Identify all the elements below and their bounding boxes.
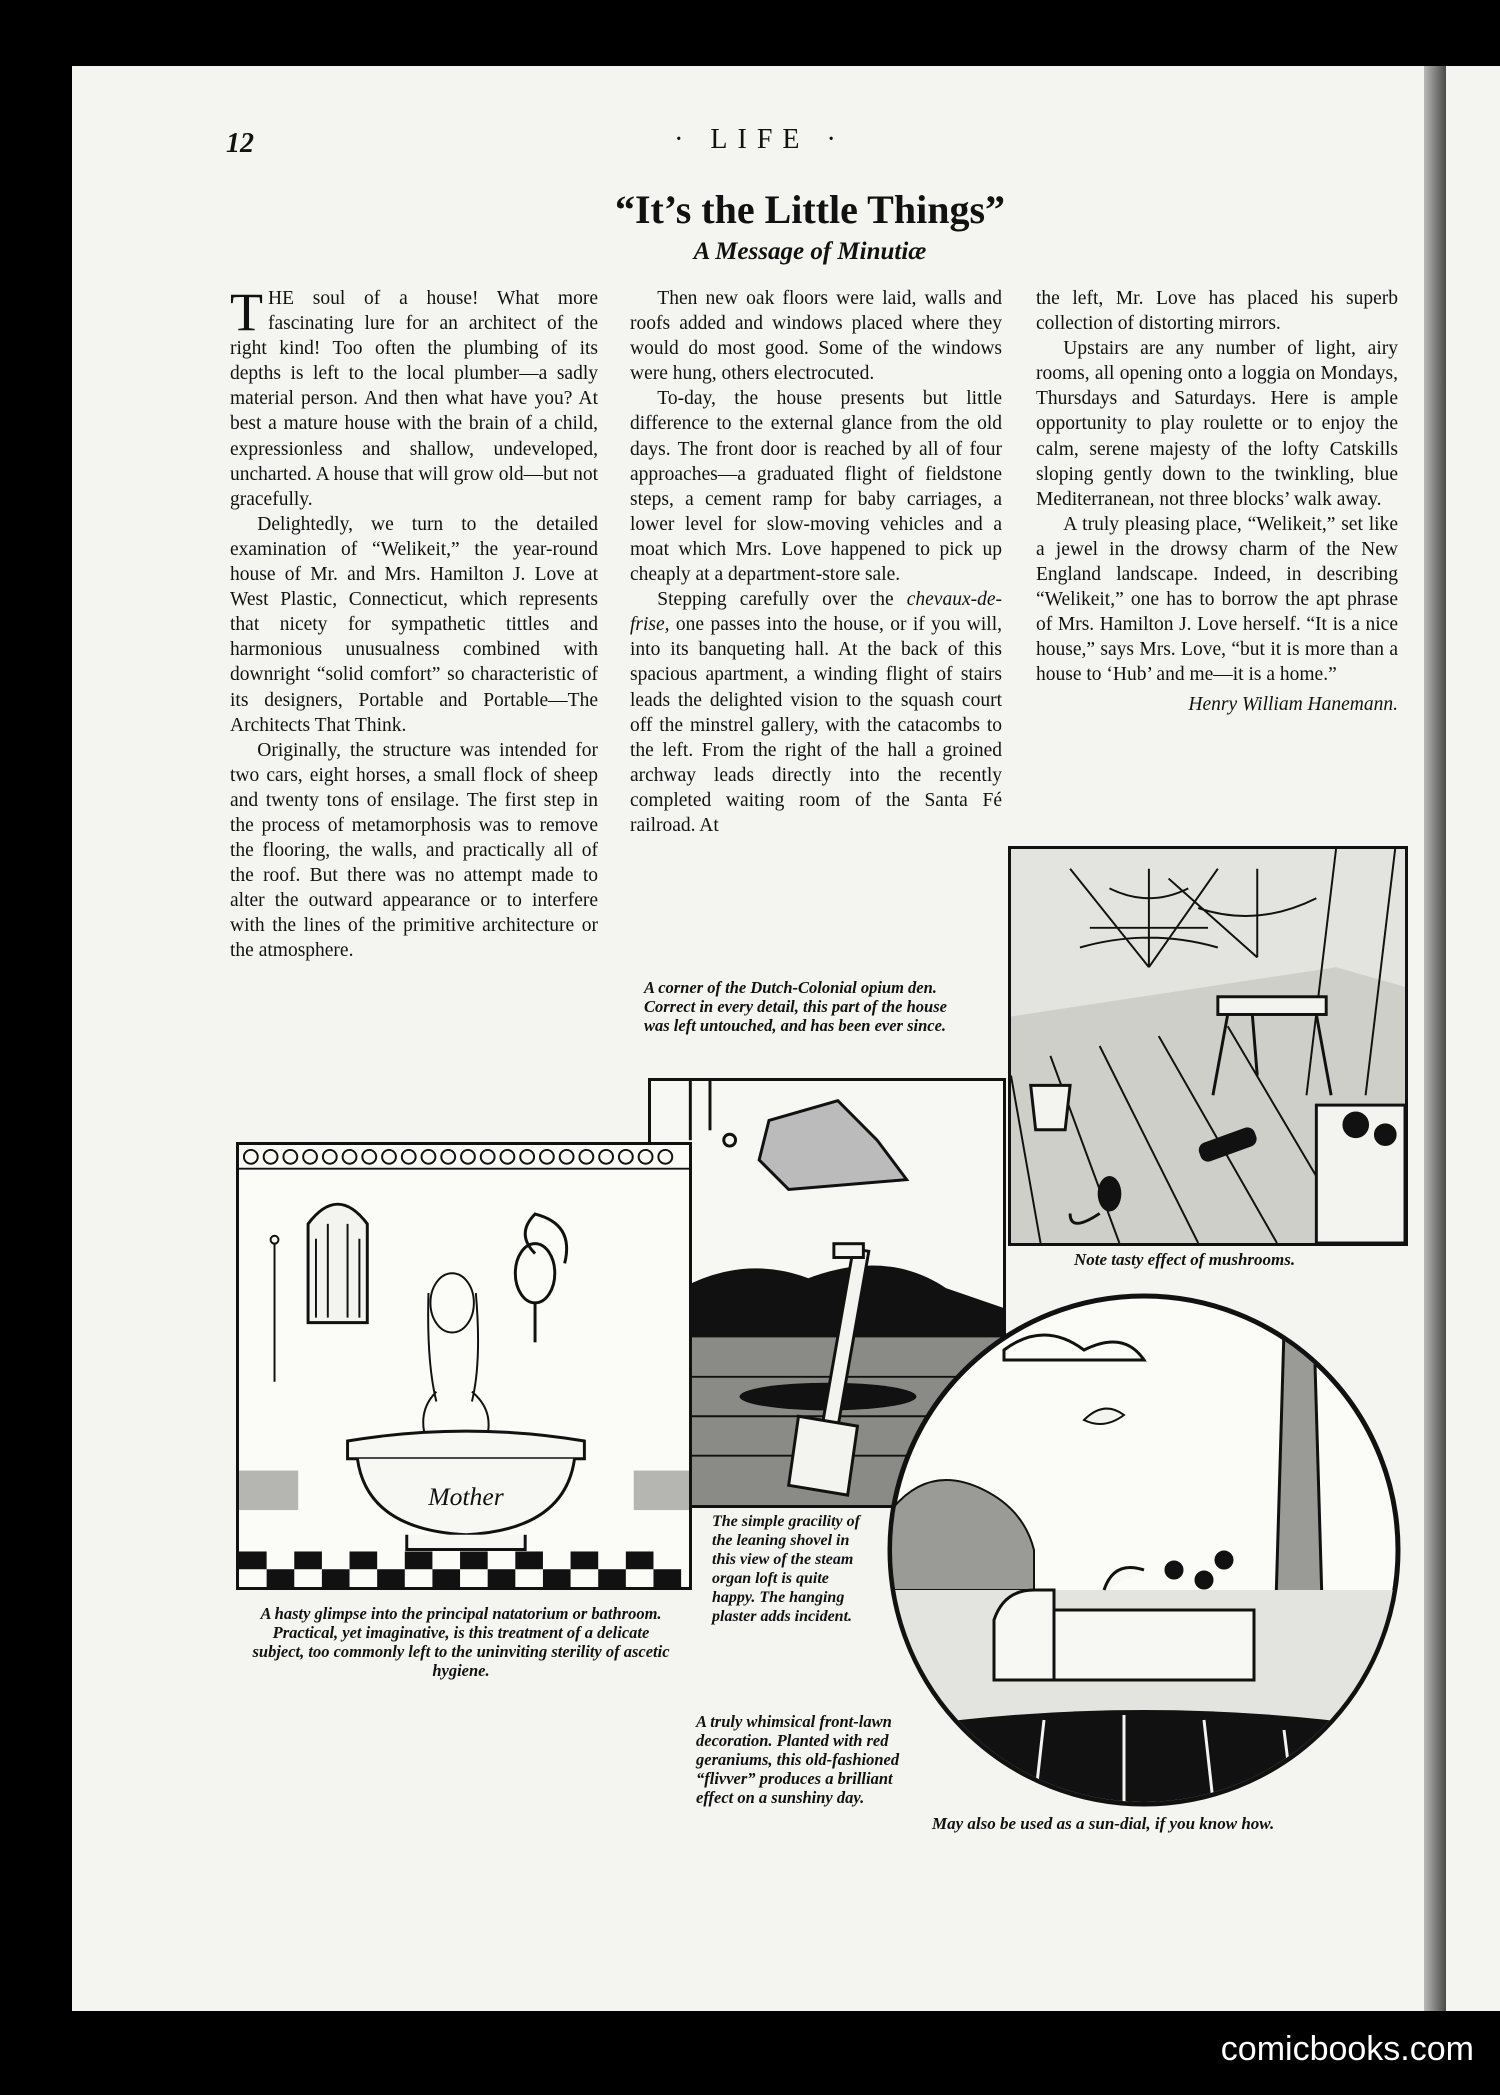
page-number: 12 <box>226 128 254 159</box>
flivver-drawing <box>884 1290 1404 1810</box>
caption-flivver: A truly whimsical front-lawn decoration. Planted with red geraniums, this old-fashioned “flivver” produces a brilliant effect on a sunshiny day. <box>696 1712 900 1807</box>
paragraph: A truly pleasing place, “Welikeit,” set like a jewel in the drowsy charm of the New England landscape. Indeed, in describing “Welikeit,” one has to borrow the apt phrase of Mrs. Hamilton J. Love herself. “It is a nice house,” says Mrs. Love, “but it is more than a house to ‘Hub’ and me—it is a home.” <box>1036 513 1398 686</box>
article-title: “It’s the Little Things” <box>614 187 1006 232</box>
page-spine <box>1424 66 1446 2011</box>
facing-page-edge <box>1446 66 1500 2011</box>
drop-cap: T <box>230 282 263 342</box>
arched-window <box>308 1204 367 1322</box>
bucket <box>1031 1085 1070 1129</box>
caption-mushrooms: Note tasty effect of mushrooms. <box>1074 1250 1296 1269</box>
tub-label: Mother <box>428 1482 504 1512</box>
paragraph: Stepping carefully over the chevaux-de-frise, one passes into the house, or if you will, into its banqueting hall. At the back of this spacious apartment, a winding flight of stairs leads the delighted vision to the squash court off the minstrel gallery, with the catacombs to the left. From the right of the hall a groined archway leads directly into the recently completed waiting room of the Santa Fé railroad. At <box>630 589 1002 836</box>
text-column-2 <box>630 286 1002 838</box>
paragraph: Originally, the structure was intended for two cars, eight horses, a small flock of sheep and twenty tons of ensilage. The first step in the process of metamorphosis was to remove the flooring, the walls, and practically all of the roof. But there was no attempt made to alter the outward appearance or to interfere with the lines of the primitive architecture or the atmosphere. <box>230 739 598 962</box>
caption-sundial: May also be used as a sun-dial, if you know how. <box>932 1814 1275 1833</box>
illustration-opium-den <box>1008 846 1408 1246</box>
caption-opium-den: A corner of the Dutch-Colonial opium den. Correct in every detail, this part of the house was left untouched, and has been ever since. <box>644 978 947 1035</box>
caption-bathroom: A hasty glimpse into the principal natatorium or bathroom. Practical, yet imaginative, is this treatment of a delicate subject, too commonly left to the uninviting sterility of ascetic hygiene. <box>252 1604 670 1680</box>
paragraph: Upstairs are any number of light, airy rooms, all opening onto a loggia on Mondays, Thursdays and Saturdays. Here is ample opportunity to play roulette or to enjoy the calm, serene majesty of the lofty Catskills sloping gently down to the twinkling, blue Mediterranean, not three blocks’ walk away. <box>1036 338 1398 510</box>
author-signature: Henry William Hanemann. <box>1188 693 1398 715</box>
illustration-flivver <box>884 1290 1404 1810</box>
watermark: comicbooks.com <box>1220 2030 1474 2068</box>
opium-den-drawing <box>1011 849 1405 1243</box>
caption-shovel: The simple gracility of the leaning shovel in this view of the steam organ loft is quite happy. The hanging plaster adds incident. <box>712 1513 860 1625</box>
paragraph: Delightedly, we turn to the detailed examination of “Welikeit,” the year-round house of Mr. and Mrs. Hamilton J. Love at West Plastic, Connecticut, which represents that nicety for sympathetic tittles and harmonious unusualness combined with downright “solid comfort” so characteristic of its designers, Portable and Portable—The Architects That Think. <box>230 513 598 736</box>
paragraph: THE soul of a house! What more fascinating lure for an architect of the right kind! Too often the plumbing of its depths is left to the local plumber—a sadly material person. And then what have you? At best a mature house with the brain of a child, expressionless and shallow, undeveloped, uncharted. A house that will grow old—but not gracefully. <box>230 282 598 510</box>
article-subtitle: A Message of Minutiæ <box>693 238 927 265</box>
bathroom-drawing <box>239 1145 689 1587</box>
text-column-1 <box>230 282 598 964</box>
paragraph: Then new oak floors were laid, walls and roofs added and windows placed where they would do most good. Some of the windows were hung, others electrocuted. <box>630 288 1002 385</box>
text-column-3 <box>1036 286 1398 717</box>
paragraph: To-day, the house presents but little difference to the external glance from the old days. The front door is reached by all of four approaches—a graduated flight of fieldstone steps, a cement ramp for baby carriages, a lower level for slow-moving vehicles and a moat which Mrs. Love happened to pick up cheaply at a department-store sale. <box>630 388 1002 586</box>
paragraph: the left, Mr. Love has placed his superb collection of distorting mirrors. <box>1036 288 1398 335</box>
mushroom-box <box>1316 1105 1405 1243</box>
running-head: · LIFE · <box>674 124 846 155</box>
illustration-bathroom <box>236 1142 692 1590</box>
